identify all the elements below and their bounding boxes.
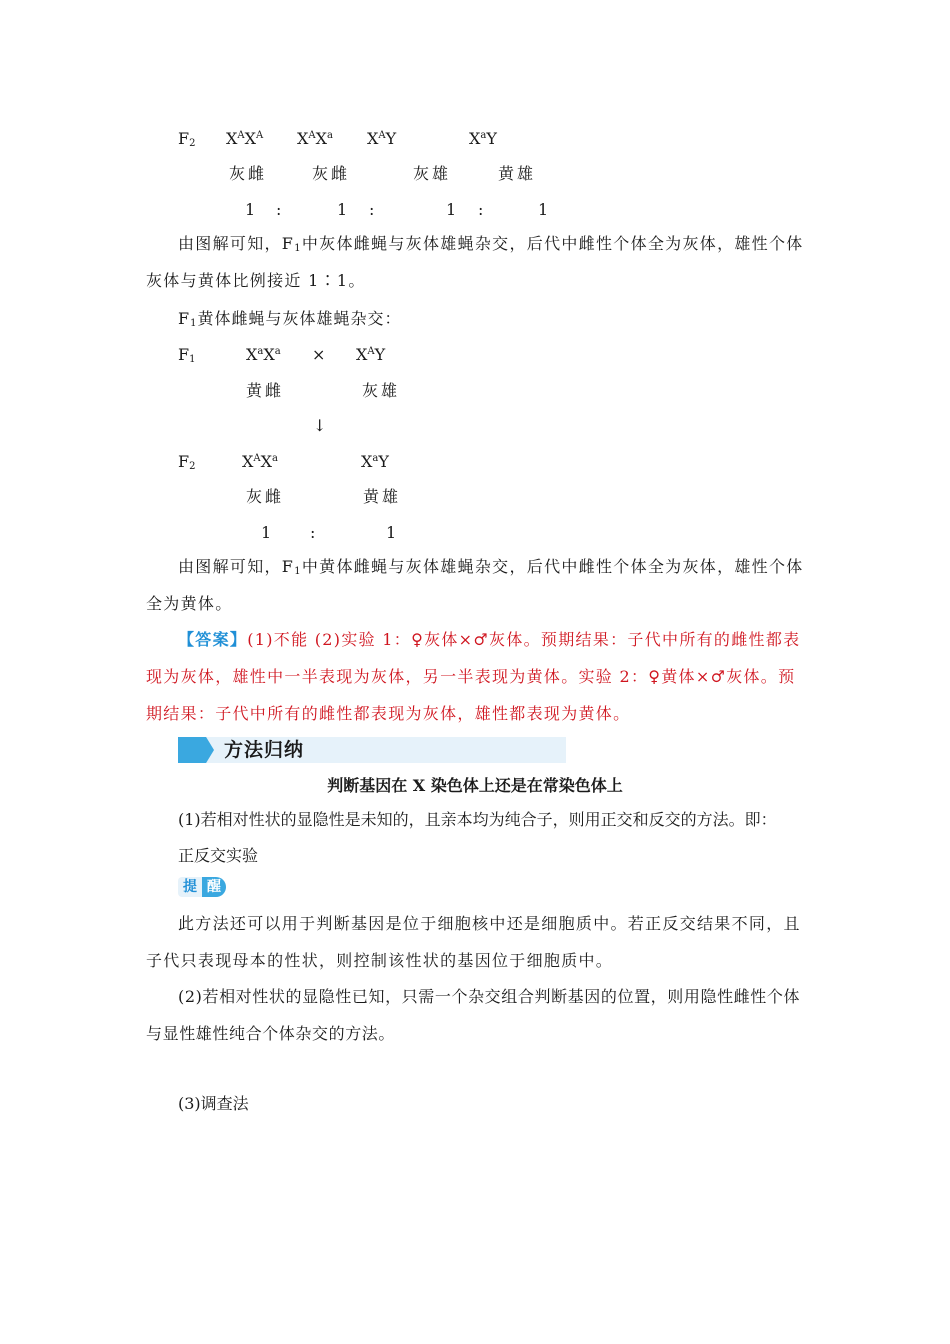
ratio-colon-3: : [478, 200, 484, 219]
answer-tag: 【答案】 [178, 630, 248, 649]
generation-label-f1: $F_1$ [178, 345, 196, 365]
ratio-colon-1: : [276, 200, 282, 219]
banner-title: 方法归纳 [224, 739, 305, 761]
phenotype-label-1: 灰雌 [229, 164, 268, 183]
phenotype-label-2: 灰雌 [312, 164, 351, 183]
banner-arrow-icon [178, 737, 214, 763]
ratio-colon-2: : [369, 200, 375, 219]
tip-char-2: 醒 [202, 877, 226, 897]
ratio-value-2: 1 [337, 200, 348, 219]
genotype-xay-2: $X^aY$ [469, 129, 497, 148]
explanation-paragraph-2: 由图解可知，$F_1$中黄体雌蝇与灰体雄蝇杂交，后代中雌性个体全为灰体，雄性个体全为黄体。 [146, 557, 804, 613]
method-summary-banner [178, 737, 566, 763]
mother-phenotype: 黄雌 [246, 381, 285, 400]
explanation-paragraph-1: 由图解可知，$F_1$中灰体雌蝇与灰体雄蝇杂交，后代中雌性个体全为灰体，雄性个体灰体与黄体比例接近 1∶1。 [146, 234, 804, 290]
tip-paragraph: 此方法还可以用于判断基因是位于细胞核中还是细胞质中。若正反交结果不同，且子代只表现母本的性状，则控制该性状的基因位于细胞质中。 [146, 914, 801, 970]
genotype-xaxa-2: $X^AX^a$ [297, 129, 333, 148]
genotype-mother: $X^aX^a$ [246, 345, 281, 364]
genotype-father: $X^AY$ [356, 345, 386, 364]
method-item-1: (1)若相对性状的显隐性是未知的，且亲本均为纯合子，则用正交和反交的方法。即： [178, 810, 777, 829]
offspring-phenotype-1: 灰雌 [246, 487, 285, 506]
ratio-value-4: 1 [538, 200, 549, 219]
phenotype-label-4: 黄雄 [498, 164, 537, 183]
cross-intro-line: $F_1$黄体雌蝇与灰体雄蝇杂交： [178, 309, 402, 329]
method-item-2: (2)若相对性状的显隐性已知，只需一个杂交组合判断基因的位置，则用隐性雌性个体与显性雄性纯合个体杂交的方法。 [146, 987, 801, 1043]
offspring-genotype-1: $X^AX^a$ [242, 452, 278, 471]
offspring-genotype-2: $X^aY$ [361, 452, 389, 471]
ratio-value-1: 1 [245, 200, 256, 219]
father-phenotype: 灰雄 [362, 381, 401, 400]
generation-label-f2-b: $F_2$ [178, 452, 196, 472]
method-item-3: (3)调查法 [178, 1094, 249, 1113]
answer-block [146, 621, 808, 732]
genotype-xay-1: $X^AY$ [367, 129, 397, 148]
tip-char-1: 提 [178, 877, 202, 897]
down-arrow-icon: ↓ [313, 416, 327, 435]
genotype-xaxa-1: $X^AX^A$ [226, 129, 264, 148]
answer-text: (1)不能 (2)实验 1：♀灰体×♂灰体。预期结果：子代中所有的雌性都表现为灰体，雄性中一半表现为灰体，另一半表现为黄体。实验 2：♀黄体×♂灰体。预期结果：子代中所有的雌性都表现为灰体，雄性都表现为黄体。 [146, 630, 801, 723]
phenotype-label-3: 灰雄 [413, 164, 452, 183]
offspring-ratio-2: 1 [386, 523, 397, 542]
ratio-value-3: 1 [446, 200, 457, 219]
offspring-phenotype-2: 黄雄 [363, 487, 402, 506]
tip-badge [178, 877, 226, 897]
offspring-ratio-colon: : [310, 523, 316, 542]
section-title: 判断基因在 X 染色体上还是在常染色体上 [327, 776, 623, 795]
method-item-1-sub: 正反交实验 [178, 846, 259, 865]
generation-label-f2: $F_2$ [178, 129, 196, 149]
offspring-ratio-1: 1 [261, 523, 272, 542]
cross-symbol: × [312, 345, 326, 364]
